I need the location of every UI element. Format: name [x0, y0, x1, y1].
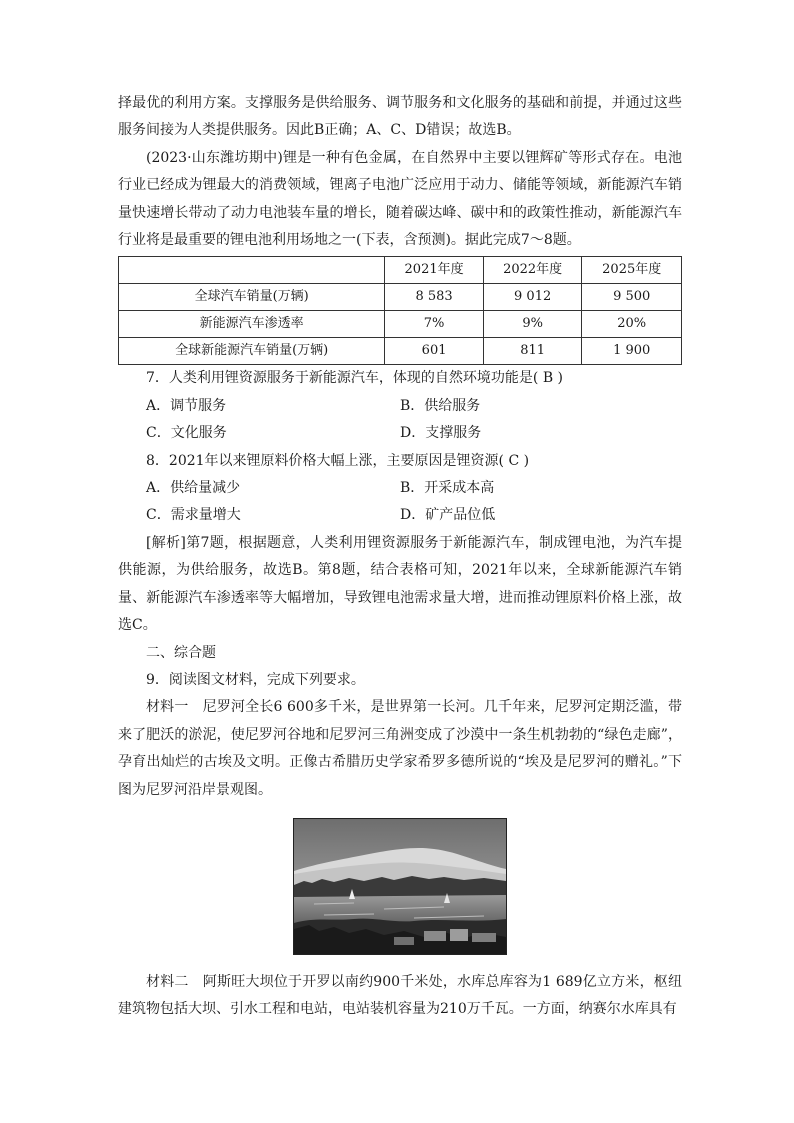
table-cell: 新能源汽车渗透率: [119, 311, 385, 338]
question-material-paragraph: (2023·山东潍坊期中)锂是一种有色金属，在自然界中主要以锂辉矿等形式存在。电池行业已经成为锂最大的消费领域，锂离子电池广泛应用于动力、储能等领域，新能源汽车销量快速增长带动了动力电池装车量的增长，随着碳达峰、碳中和的政策性推动，新能源汽车行业将是最重要的锂电池利用场地之一(下表，含预测)。据此完成7～8题。: [118, 149, 682, 249]
table-header-cell: [119, 257, 385, 284]
material-one-paragraph: 材料一 尼罗河全长6 600多千米，是世界第一长河。几千年来，尼罗河定期泛滥，带来了肥沃的淤泥，使尼罗河谷地和尼罗河三角洲变成了沙漠中一条生机勃勃的“绿色走廊”，孕育出灿烂的古埃及文明。正像古希腊历史学家希罗多德所说的“埃及是尼罗河的赠礼。”下图为尼罗河沿岸景观图。: [118, 699, 682, 798]
q7-options-row-1: [118, 393, 682, 420]
nile-landscape-photo: [293, 818, 507, 955]
document-page: [118, 90, 682, 1024]
q8-option-c: C．需求量增大: [146, 507, 241, 524]
table-cell: 全球新能源汽车销量(万辆): [119, 338, 385, 365]
q8-stem: 8．2021年以来锂原料价格大幅上涨，主要原因是锂资源( C ): [146, 452, 530, 469]
table-cell: 811: [483, 338, 582, 365]
table-header-cell: 2021年度: [385, 257, 484, 284]
q8-option-b: B．开采成本高: [400, 480, 495, 497]
q7-stem: 7．人类利用锂资源服务于新能源汽车，体现的自然环境功能是( B ): [146, 370, 564, 387]
q7-option-d: D．支撑服务: [400, 425, 482, 442]
table-header-row: [119, 257, 682, 284]
table-header-cell: 2022年度: [483, 257, 582, 284]
table-cell: 9 012: [483, 284, 582, 311]
q7-option-b: B．供给服务: [400, 397, 481, 414]
intro-paragraph: 择最优的利用方案。支撑服务是供给服务、调节服务和文化服务的基础和前提，并通过这些服务间接为人类提供服务。因此B正确；A、C、D错误；故选B。: [118, 95, 682, 139]
table-cell: 7%: [385, 311, 484, 338]
table-row: [119, 284, 682, 311]
analysis-paragraph: [解析]第7题，根据题意，人类利用锂资源服务于新能源汽车，制成锂电池，为汽车提供能源，为供给服务，故选B。第8题，结合表格可知，2021年以来，全球新能源汽车销量、新能源汽车渗透率等大幅增加，导致锂电池需求量大增，进而推动锂原料价格上涨，故选C。: [118, 534, 682, 634]
q8-option-a: A．供给量减少: [146, 480, 241, 497]
q7-option-a: A．调节服务: [146, 397, 227, 414]
table-cell: 9 500: [582, 284, 682, 311]
q8-options-row-1: [118, 475, 682, 502]
q9-stem: 9．阅读图文材料，完成下列要求。: [146, 671, 365, 688]
table-cell: 601: [385, 338, 484, 365]
figure-container: [118, 818, 682, 955]
q7-options-row-2: [118, 420, 682, 447]
q8-option-d: D．矿产品位低: [400, 507, 496, 524]
table-row: [119, 311, 682, 338]
q8-options-row-2: [118, 502, 682, 529]
material-two-paragraph: 材料二 阿斯旺大坝位于开罗以南约900千米处，水库总库容为1 689亿立方米，枢纽建筑物包括大坝、引水工程和电站，电站装机容量为210万千瓦。一方面，纳赛尔水库具有: [118, 973, 682, 1018]
lithium-data-table: [118, 256, 682, 365]
section-heading: 二、综合题: [146, 644, 216, 661]
table-cell: 全球汽车销量(万辆): [119, 284, 385, 311]
table-row: [119, 338, 682, 365]
table-cell: 9%: [483, 311, 582, 338]
table-header-cell: 2025年度: [582, 257, 682, 284]
table-cell: 20%: [582, 311, 682, 338]
table-cell: 8 583: [385, 284, 484, 311]
table-cell: 1 900: [582, 338, 682, 365]
q7-option-c: C．文化服务: [146, 425, 227, 442]
